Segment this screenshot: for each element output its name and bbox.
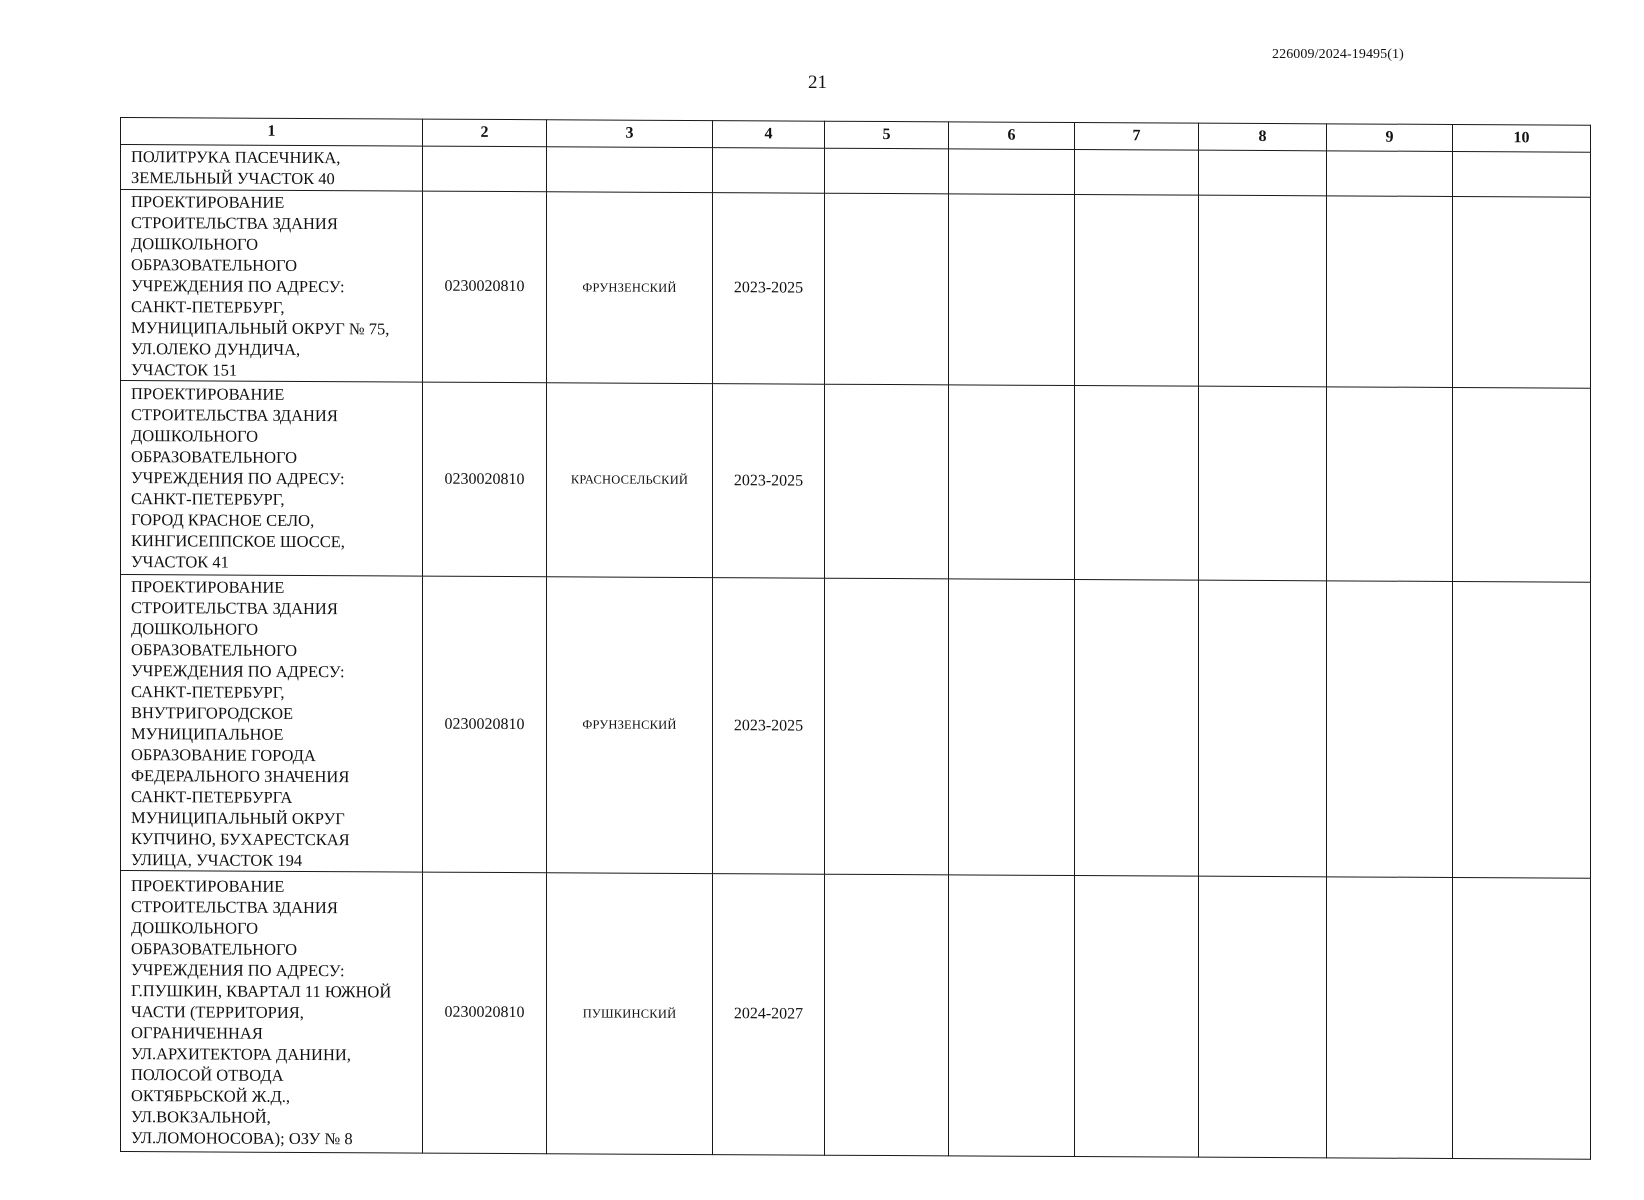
data-table [120,117,1591,1160]
document-table-area [120,117,1590,1158]
empty-cell [1327,196,1453,388]
table-row [121,190,1591,389]
table-row [121,145,1591,198]
empty-cell [949,579,1075,876]
code-cell [423,146,547,192]
period-cell: 2023-2025 [713,578,825,875]
object-description: ПРОЕКТИРОВАНИЕ СТРОИТЕЛЬСТВА ЗДАНИЯ ДОШКОЛЬНОГО ОБРАЗОВАТЕЛЬНОГО УЧРЕЖДЕНИЯ ПО АДРЕСУ: САНКТ-ПЕТЕРБУРГ, ГОРОД КРАСНОЕ СЕЛО, КИНГИСЕППСКОЕ ШОССЕ, УЧАСТОК 41 [121,381,423,577]
period-cell: 2023-2025 [713,384,825,579]
page-number: 21 [808,72,827,93]
empty-cell [1199,195,1327,387]
empty-cell [1453,581,1591,878]
district-cell: КРАСНОСЕЛЬСКИЙ [547,383,713,578]
empty-cell [949,194,1075,386]
object-description: ПРОЕКТИРОВАНИЕ СТРОИТЕЛЬСТВА ЗДАНИЯ ДОШКОЛЬНОГО ОБРАЗОВАТЕЛЬНОГО УЧРЕЖДЕНИЯ ПО АДРЕСУ: Г.ПУШКИН, КВАРТАЛ 11 ЮЖНОЙ ЧАСТИ (ТЕРРИТОРИЯ, ОГРАНИЧЕННАЯ УЛ.АРХИТЕКТОРА ДАНИНИ, ПОЛОСОЙ ОТВОДА ОКТЯБРЬСКОЙ Ж.Д., УЛ.ВОКЗАЛЬНОЙ, УЛ.ЛОМОНОСОВА); ОЗУ № 8 [121,871,423,1154]
column-header: 5 [825,121,949,149]
empty-cell [1327,151,1453,197]
empty-cell [1075,579,1199,876]
column-header: 7 [1075,122,1199,150]
column-header: 1 [121,118,423,147]
district-cell: ПУШКИНСКИЙ [547,873,713,1155]
empty-cell [1453,196,1591,388]
empty-cell [825,193,949,385]
code-cell: 0230020810 [423,191,547,383]
code-cell: 0230020810 [423,382,547,577]
empty-cell [825,874,949,1156]
empty-cell [949,149,1075,195]
object-description: ПОЛИТРУКА ПАСЕЧНИКА, ЗЕМЕЛЬНЫЙ УЧАСТОК 40 [121,145,423,192]
period-cell: 2024-2027 [713,874,825,1156]
column-header: 2 [423,119,547,147]
district-cell [547,147,713,193]
empty-cell [1327,581,1453,878]
table-row [121,381,1591,583]
empty-cell [825,148,949,194]
empty-cell [1453,151,1591,197]
object-description: ПРОЕКТИРОВАНИЕ СТРОИТЕЛЬСТВА ЗДАНИЯ ДОШКОЛЬНОГО ОБРАЗОВАТЕЛЬНОГО УЧРЕЖДЕНИЯ ПО АДРЕСУ: САНКТ-ПЕТЕРБУРГ, ВНУТРИГОРОДСКОЕ МУНИЦИПАЛЬНОЕ ОБРАЗОВАНИЕ ГОРОДА ФЕДЕРАЛЬНОГО ЗНАЧЕНИЯ САНКТ-ПЕТЕРБУРГА МУНИЦИПАЛЬНЫЙ ОКРУГ КУПЧИНО, БУХАРЕСТСКАЯ УЛИЦА, УЧАСТОК 194 [121,575,423,873]
document-number: 226009/2024-19495(1) [1272,47,1404,62]
table-row [121,575,1591,879]
empty-cell [1199,386,1327,581]
empty-cell [1075,385,1199,580]
empty-cell [1327,387,1453,582]
empty-cell [1199,580,1327,877]
column-header: 8 [1199,123,1327,151]
empty-cell [1199,150,1327,196]
code-cell: 0230020810 [423,576,547,873]
empty-cell [1327,877,1453,1159]
empty-cell [825,578,949,875]
table-row [121,871,1591,1160]
period-cell [713,148,825,194]
empty-cell [1453,877,1591,1159]
district-cell: ФРУНЗЕНСКИЙ [547,577,713,874]
empty-cell [1075,194,1199,386]
column-header: 3 [547,120,713,148]
empty-cell [949,875,1075,1157]
empty-cell [949,385,1075,580]
period-cell: 2023-2025 [713,193,825,385]
empty-cell [1199,876,1327,1158]
district-cell: ФРУНЗЕНСКИЙ [547,192,713,384]
empty-cell [825,384,949,579]
object-description: ПРОЕКТИРОВАНИЕ СТРОИТЕЛЬСТВА ЗДАНИЯ ДОШКОЛЬНОГО ОБРАЗОВАТЕЛЬНОГО УЧРЕЖДЕНИЯ ПО АДРЕСУ: САНКТ-ПЕТЕРБУРГ, МУНИЦИПАЛЬНЫЙ ОКРУГ № 75, УЛ.ОЛЕКО ДУНДИЧА, УЧАСТОК 151 [121,190,423,383]
column-header: 9 [1327,124,1453,152]
column-header: 10 [1453,124,1591,152]
empty-cell [1075,875,1199,1157]
column-header: 6 [949,122,1075,150]
code-cell: 0230020810 [423,872,547,1154]
column-header: 4 [713,121,825,149]
empty-cell [1075,149,1199,195]
empty-cell [1453,387,1591,582]
